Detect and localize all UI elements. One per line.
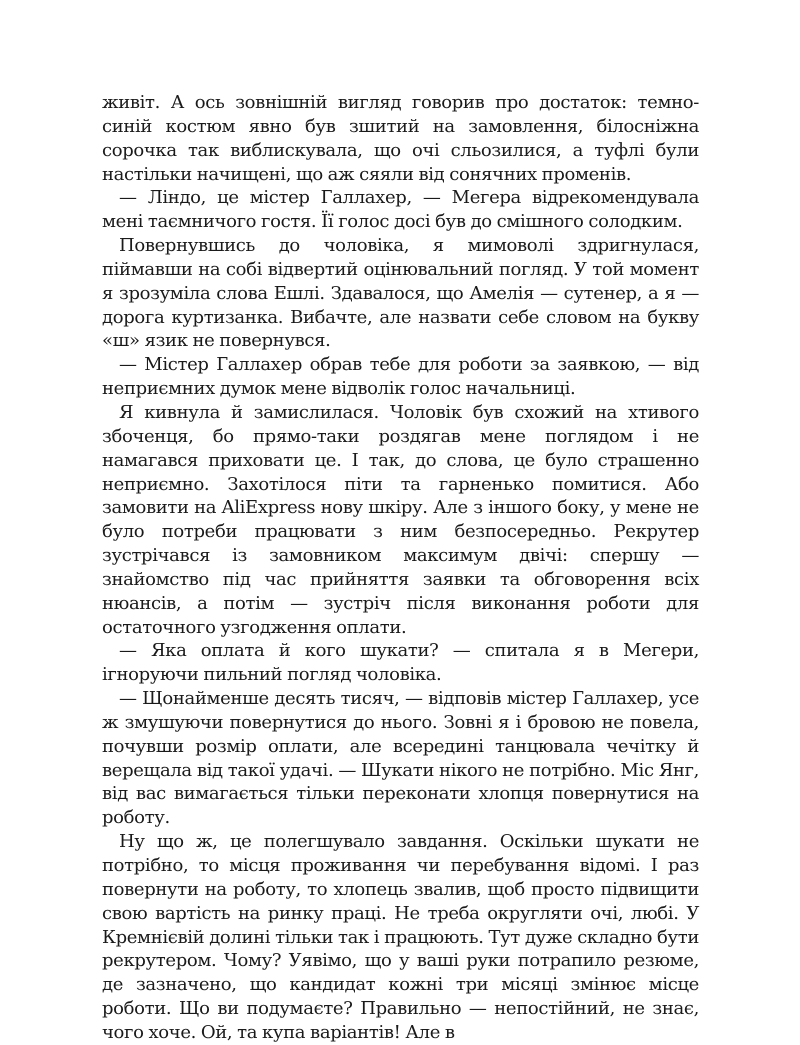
paragraph-5: Я кивнула й замислилася. Чоловік був схожий на хтивого збоченця, бо прямо-таки роздягав мене поглядом і не намагався приховати це. І так, до слова, це було страшенно неприємно. Захотілося піти та гарненько помитися. Або замовити на AliExpress нову шкіру. Але з іншого боку, у мене не було потреби працювати з ним безпосередньо. Рекрутер зустрічався із замовником максимум двічі: спершу — знайомство під час прийняття заявки та обговорення всіх нюансів, а потім — зустріч після виконання роботи для остаточного узгодження оплати.: [102, 401, 699, 638]
paragraph-8: Ну що ж, це полегшувало завдання. Оскільки шукати не потрібно, то місця проживання чи перебування відомі. І раз повернути на роботу, то хлопець звалив, щоб просто підвищити свою вартість на ринку праці. Не треба округляти очі, любі. У Кремнієвій долині тільки так і працюють. Тут дуже складно бути рекрутером. Чому? Уявімо, що у ваші руки потрапило резюме, де зазначено, що кандидат кожні три місяці змінює місце роботи. Що ви подумаєте? Правильно — непостійний, не знає, чого хоче. Ой, та купа варіантів! Але в: [102, 831, 700, 1043]
paragraph-6: — Яка оплата й кого шукати? — спитала я в Мегери, ігноруючи пильний погляд чоловіка.: [102, 640, 699, 686]
paragraph-1: живіт. А ось зовнішній вигляд говорив про достаток: темно-синій костюм явно був зшитий на замовлення, білосніжна сорочка так виблискувала, що очі сльозилися, а туфлі були настільки начищені, що аж сяяли від сонячних променів.: [102, 92, 699, 185]
paragraph-4: — Містер Галлахер обрав тебе для роботи за заявкою, — від неприємних думок мене відволік голос начальниці.: [102, 354, 699, 400]
book-page: [102, 91, 699, 1045]
paragraph-3: Повернувшись до чоловіка, я мимоволі здригнулася, піймавши на собі відвертий оцінювальний погляд. У той момент я зрозуміла слова Ешлі. Здавалося, що Амелія — сутенер, а я — дорога куртизанка. Вибачте, але назвати себе словом на букву «ш» язик не повернувся.: [102, 235, 699, 352]
paragraph-2: — Ліндо, це містер Галлахер, — Мегера відрекомендувала мені таємничого гостя. Її голос досі був до смішного солодким.: [102, 187, 699, 233]
paragraph-7: — Щонайменше десять тисяч, — відповів містер Галлахер, усе ж змушуючи повернутися до нього. Зовні я і бровою не повела, почувши розмір оплати, але всередині танцювала чечітку й верещала від такої удачі. — Шукати нікого не потрібно. Міс Янг, від вас вимагається тільки переконати хлопця повернутися на роботу.: [102, 688, 699, 829]
